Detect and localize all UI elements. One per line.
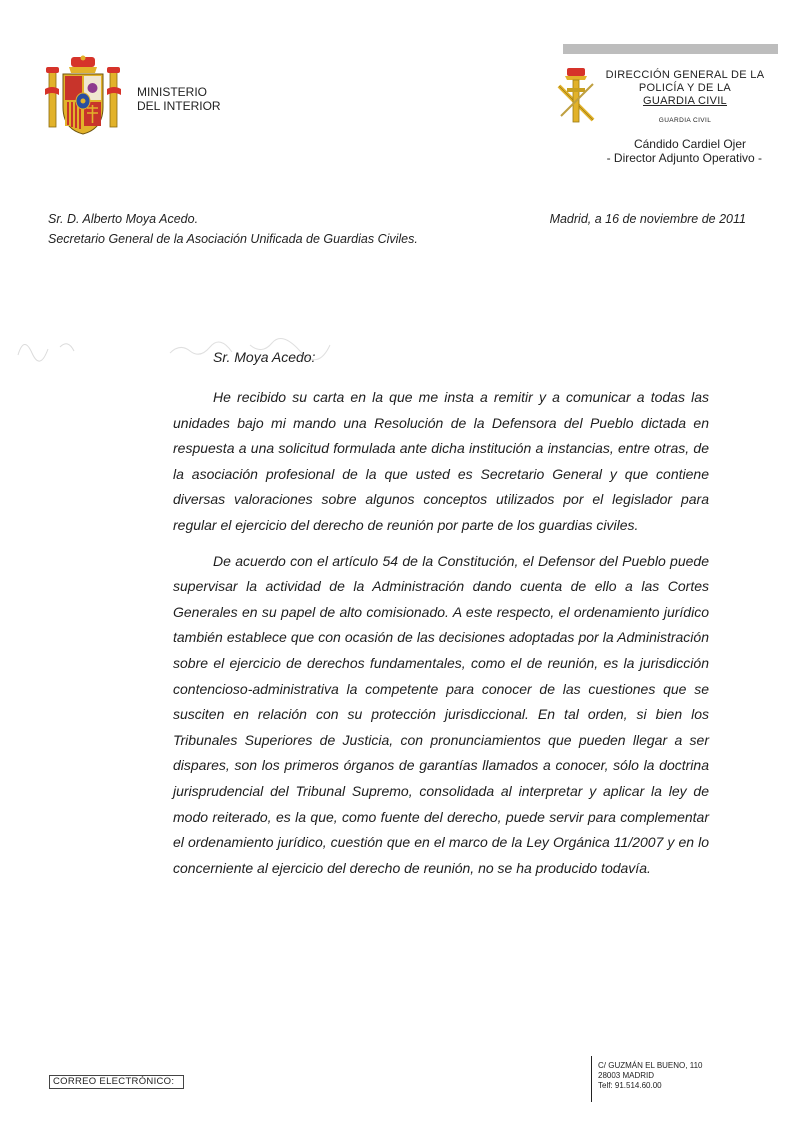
body-paragraph: He recibido su carta en la que me insta a remitir y a comunicar a todas las unidades bajo mi mando una Resolución de la Defensora del Pueblo dictada en respuesta a una solicitud formulada ante dicha institución a instancias, entre otras, de la asociación profesional de la que usted es Secretario General y que contiene diversas valoraciones sobre algunos conceptos utilizados por el legislador para regular el ejercicio del derecho de reunión por parte de los guardias civiles. — [173, 389, 709, 533]
body-paragraph: De acuerdo con el artículo 54 de la Constitución, el Defensor del Pueblo puede supervisar la actividad de la Administración dando cuenta de ello a las Cortes Generales en su papel de alto comisionado. A este respecto, el ordenamiento jurídico también establece que con ocasión de las decisiones adoptadas por la Administración sobre el ejercicio de derechos fundamentales, como el de reunión, es la jurisdicción contencioso-administrativa la competente para conocer de las cuestiones que se susciten en relación con su protección jurisdiccional. En tal orden, si bien los Tribunales Superiores de Justicia, con pronunciamientos que pueden llegar a ser dispares, son los primeros órganos de garantías llamados a conocer, sólo la doctrina jurisprudencial del Tribunal Supremo, consolidada al interpretar y aplicar la ley de modo reiterado, es la que, como fuente del derecho, puede servir para complementar el ordenamiento jurídico, cuestión que en el marco de la Ley Orgánica 11/2007 y en lo concerniente al ejercicio del derecho de reunión, no se ha producido todavía. — [173, 552, 709, 876]
ministry-name-line: DEL INTERIOR — [137, 99, 221, 113]
footer-divider — [591, 1056, 592, 1102]
email-field — [49, 1075, 184, 1089]
footer-address — [598, 1061, 702, 1091]
direction-general-heading — [600, 69, 770, 127]
direction-line-underlined: GUARDIA CIVIL — [643, 95, 727, 107]
signer-block — [607, 137, 762, 165]
address-line: Telf: 91.514.60.00 — [598, 1081, 662, 1090]
guardia-civil-small-label: GUARDIA CIVIL — [658, 117, 712, 124]
letter-date: Madrid, a 16 de noviembre de 2011 — [549, 212, 746, 226]
guardia-civil-emblem-icon — [553, 66, 599, 124]
direction-line: POLICÍA Y DE LA — [638, 82, 732, 94]
letter-body — [173, 385, 709, 891]
spain-coat-of-arms-icon — [43, 55, 123, 137]
address-line: C/ GUZMÁN EL BUENO, 110 — [598, 1061, 703, 1070]
salutation: Sr. Moya Acedo: — [213, 349, 316, 365]
addressee-title: Secretario General de la Asociación Unificada de Guardias Civiles. — [48, 232, 418, 246]
ministry-name — [137, 85, 221, 113]
direction-line: DIRECCIÓN GENERAL DE LA — [605, 69, 765, 81]
email-label: CORREO ELECTRÓNICO: — [53, 1076, 175, 1087]
signer-title: - Director Adjunto Operativo - — [606, 151, 762, 165]
header-gray-bar — [563, 44, 778, 54]
signer-name: Cándido Cardiel Ojer — [633, 137, 746, 151]
addressee-name: Sr. D. Alberto Moya Acedo. — [48, 212, 199, 226]
faint-bleedthrough-scribble — [10, 325, 370, 365]
address-line: 28003 MADRID — [598, 1071, 655, 1080]
addressee-block — [48, 209, 418, 249]
ministry-name-line: MINISTERIO — [137, 85, 208, 99]
